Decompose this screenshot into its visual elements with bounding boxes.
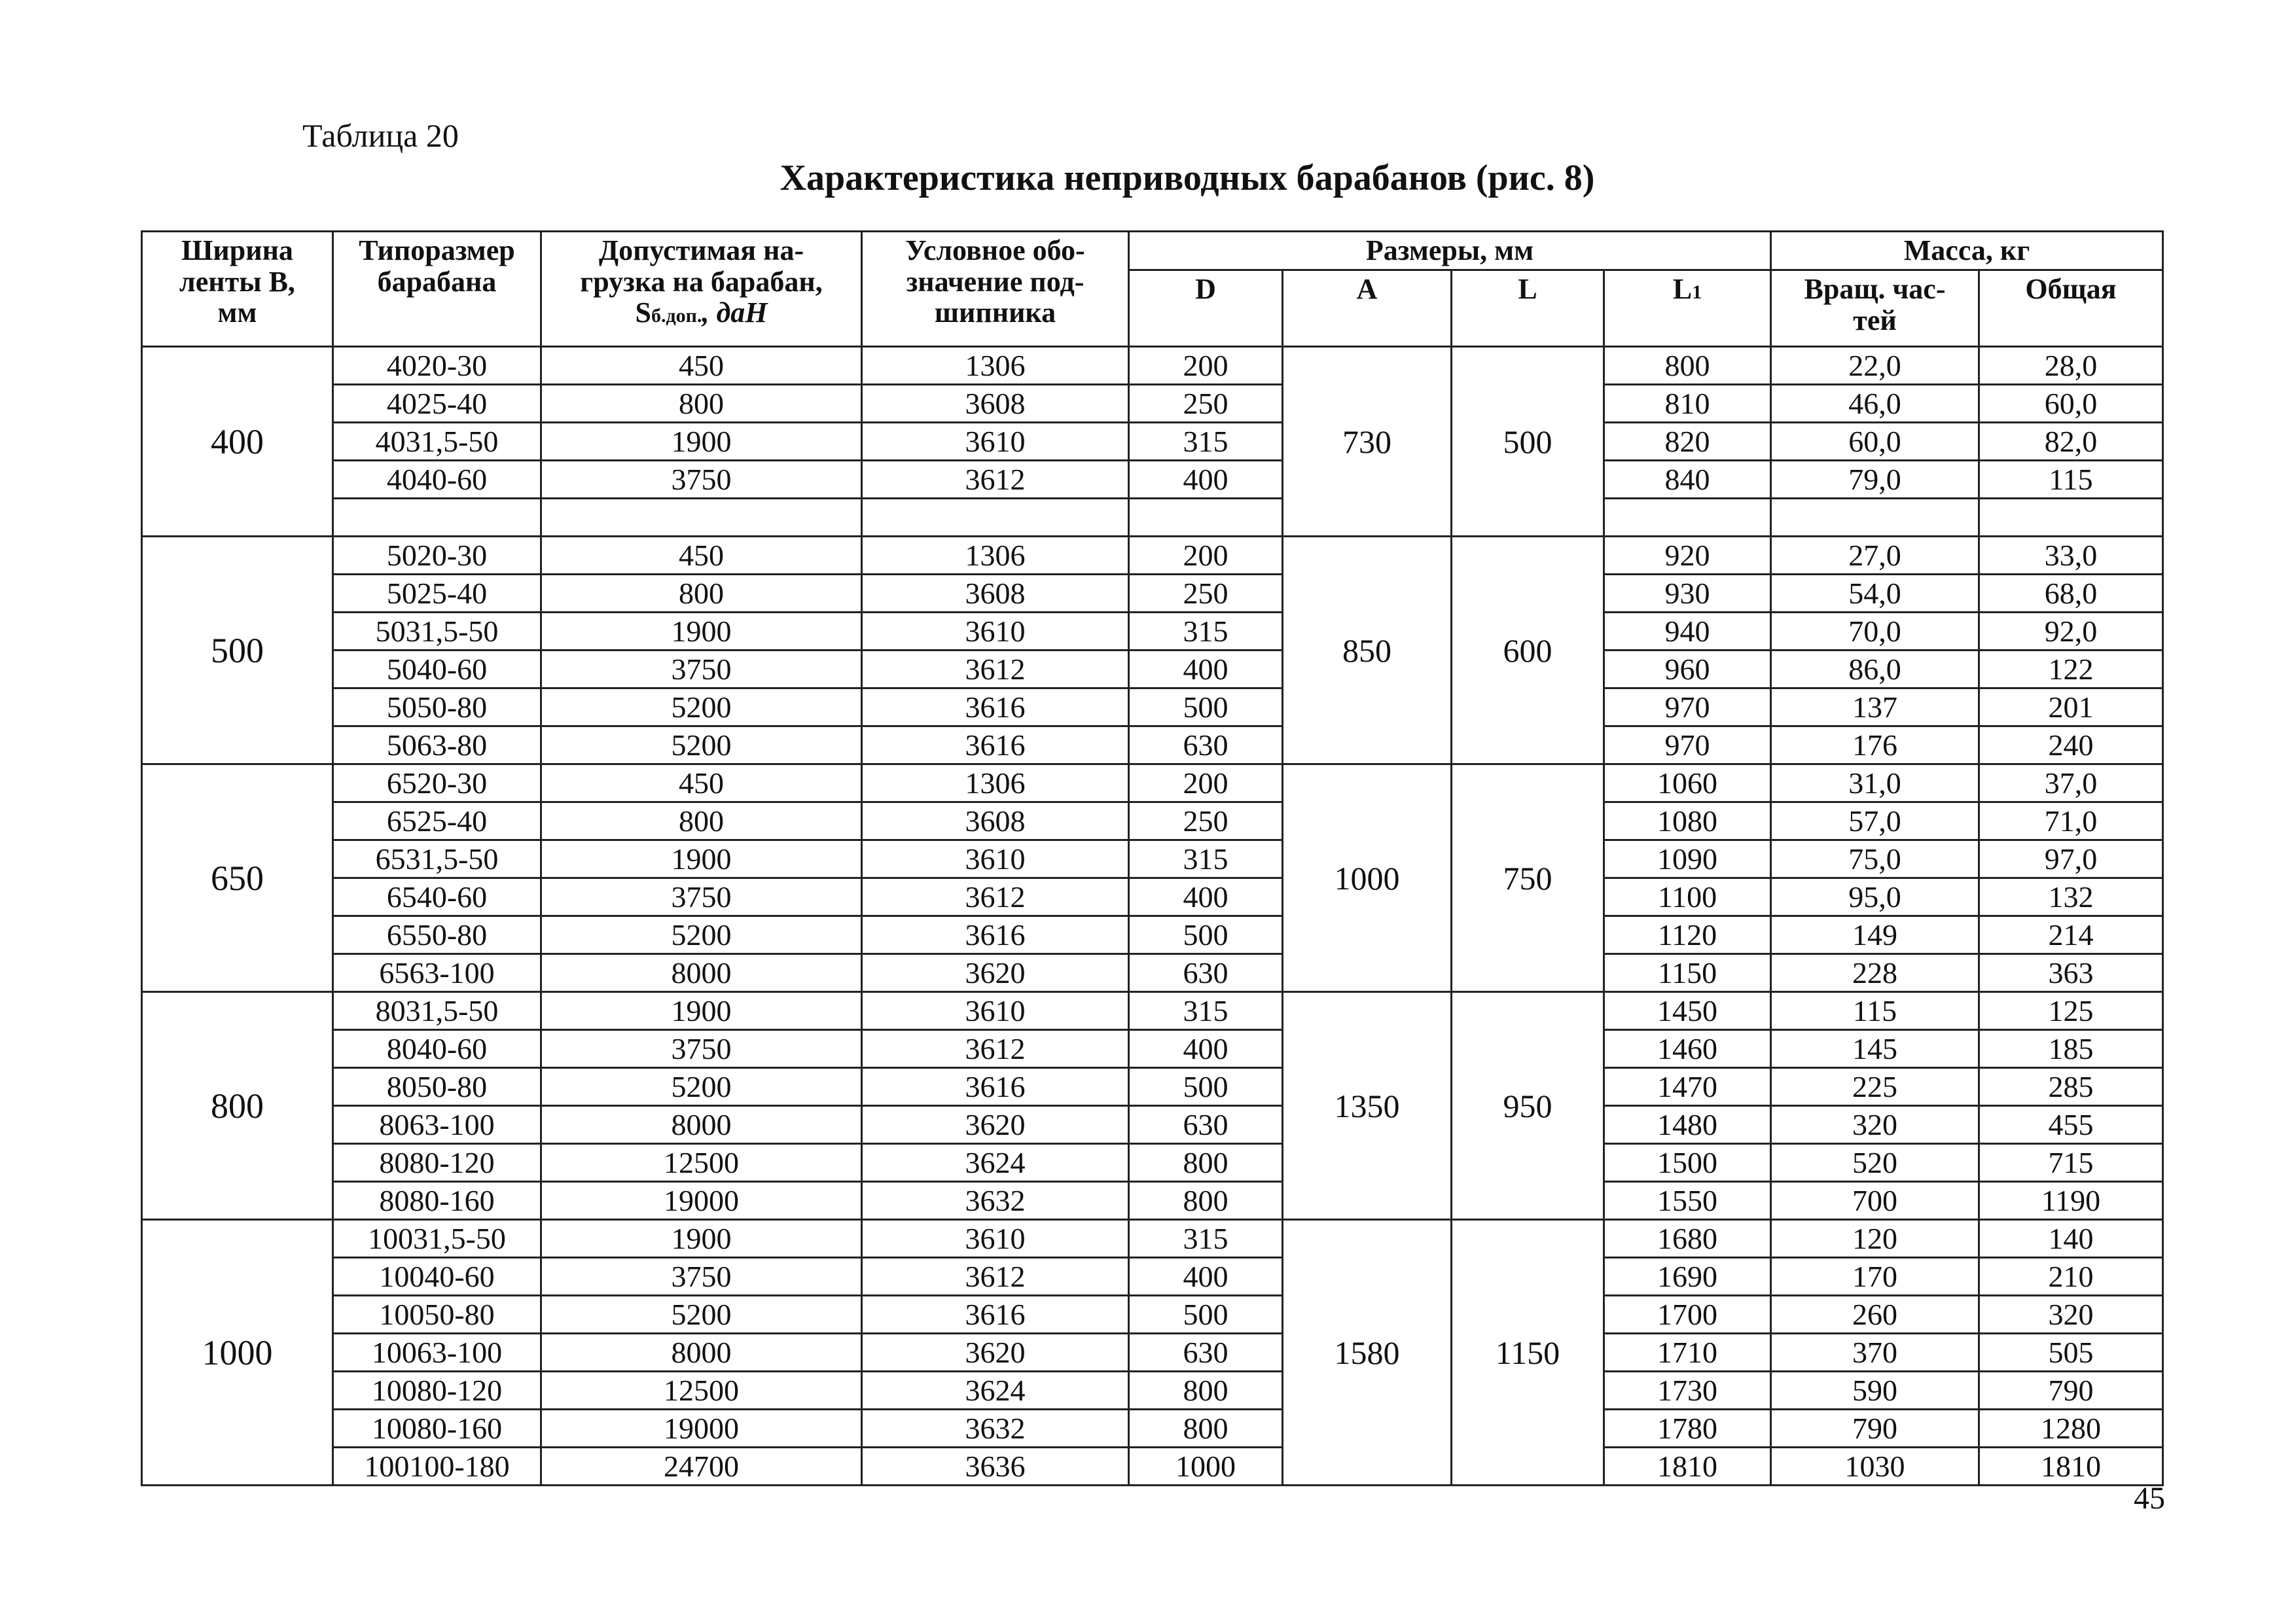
table-row (142, 423, 2163, 461)
drum-type-cell: 10080-120 (333, 1372, 541, 1410)
table-row (142, 1182, 2163, 1220)
rotating-mass-cell: 70,0 (1771, 613, 1979, 651)
drum-type-cell: 6563-100 (333, 954, 541, 992)
L1-cell: 1500 (1604, 1144, 1771, 1182)
load-cell: 5200 (541, 688, 862, 726)
D-cell: 1000 (1129, 1448, 1283, 1486)
load-cell: 800 (541, 385, 862, 423)
load-cell: 5200 (541, 1068, 862, 1106)
drum-type-cell: 10080-160 (333, 1410, 541, 1448)
total-mass-cell: 71,0 (1979, 802, 2163, 840)
drum-type-cell: 6550-80 (333, 916, 541, 954)
load-cell: 3750 (541, 461, 862, 499)
L1-cell: 1780 (1604, 1410, 1771, 1448)
L1-cell: 1060 (1604, 764, 1771, 802)
rotating-mass-cell: 149 (1771, 916, 1979, 954)
bearing-cell: 1306 (862, 347, 1129, 385)
load-cell: 1900 (541, 840, 862, 878)
D-cell: 250 (1129, 385, 1283, 423)
header-load: Допустимая на- грузка на барабан, Sб.доп., даН (541, 232, 862, 347)
L1-cell: 1090 (1604, 840, 1771, 878)
L-cell: 600 (1452, 537, 1604, 764)
load-cell: 3750 (541, 878, 862, 916)
total-mass-cell: 201 (1979, 688, 2163, 726)
bearing-cell: 3610 (862, 840, 1129, 878)
load-cell: 1900 (541, 992, 862, 1030)
bearing-cell: 3624 (862, 1144, 1129, 1182)
drum-type-cell: 5063-80 (333, 726, 541, 764)
A-cell: 1000 (1283, 764, 1452, 992)
drum-type-cell: 5031,5-50 (333, 613, 541, 651)
rotating-mass-cell: 79,0 (1771, 461, 1979, 499)
D-cell: 315 (1129, 613, 1283, 651)
L1-cell: 1550 (1604, 1182, 1771, 1220)
rotating-mass-cell: 170 (1771, 1258, 1979, 1296)
total-mass-cell: 1190 (1979, 1182, 2163, 1220)
drum-type-cell: 6540-60 (333, 878, 541, 916)
total-mass-cell: 82,0 (1979, 423, 2163, 461)
A-cell: 1350 (1283, 992, 1452, 1220)
belt-width-cell: 650 (142, 764, 333, 992)
header-dimensions: Размеры, мм (1129, 232, 1771, 270)
D-cell: 800 (1129, 1372, 1283, 1410)
bearing-cell: 3616 (862, 688, 1129, 726)
load-cell: 3750 (541, 1030, 862, 1068)
load-cell: 1900 (541, 613, 862, 651)
L1-cell: 840 (1604, 461, 1771, 499)
table-row (142, 1258, 2163, 1296)
table-row (142, 764, 2163, 802)
table-row (142, 1106, 2163, 1144)
rotating-mass-cell: 22,0 (1771, 347, 1979, 385)
table-row (142, 575, 2163, 613)
L-cell: 750 (1452, 764, 1604, 992)
drum-type-cell: 8063-100 (333, 1106, 541, 1144)
table-row (142, 1372, 2163, 1410)
D-cell: 800 (1129, 1410, 1283, 1448)
rotating-mass-cell: 145 (1771, 1030, 1979, 1068)
L1-cell: 930 (1604, 575, 1771, 613)
load-cell: 800 (541, 802, 862, 840)
rotating-mass-cell: 137 (1771, 688, 1979, 726)
total-mass-cell: 240 (1979, 726, 2163, 764)
rotating-mass-cell: 31,0 (1771, 764, 1979, 802)
bearing-cell: 3612 (862, 1258, 1129, 1296)
total-mass-cell: 125 (1979, 992, 2163, 1030)
bearing-cell: 3608 (862, 802, 1129, 840)
L1-cell: 1480 (1604, 1106, 1771, 1144)
D-cell: 200 (1129, 764, 1283, 802)
table-row (142, 1334, 2163, 1372)
drum-type-cell (333, 499, 541, 537)
table-row (142, 651, 2163, 688)
L1-cell: 810 (1604, 385, 1771, 423)
drum-type-cell: 8050-80 (333, 1068, 541, 1106)
header-A: A (1283, 270, 1452, 347)
drum-type-cell: 10050-80 (333, 1296, 541, 1334)
header-bearing: Условное обо- значение под- шипника (862, 232, 1129, 347)
total-mass-cell: 68,0 (1979, 575, 2163, 613)
table-row (142, 613, 2163, 651)
D-cell: 400 (1129, 1030, 1283, 1068)
drum-type-cell: 4025-40 (333, 385, 541, 423)
load-cell: 5200 (541, 1296, 862, 1334)
table-row (142, 1144, 2163, 1182)
load-cell: 1900 (541, 423, 862, 461)
table-row (142, 992, 2163, 1030)
D-cell: 400 (1129, 461, 1283, 499)
rotating-mass-cell: 520 (1771, 1144, 1979, 1182)
L1-cell: 940 (1604, 613, 1771, 651)
table-row (142, 726, 2163, 764)
rotating-mass-cell: 700 (1771, 1182, 1979, 1220)
A-cell: 1580 (1283, 1220, 1452, 1486)
drum-type-cell: 8080-160 (333, 1182, 541, 1220)
bearing-cell (862, 499, 1129, 537)
rotating-mass-cell: 176 (1771, 726, 1979, 764)
bearing-cell: 3612 (862, 878, 1129, 916)
L1-cell: 1710 (1604, 1334, 1771, 1372)
belt-width-cell: 500 (142, 537, 333, 764)
bearing-cell: 3616 (862, 1296, 1129, 1334)
total-mass-cell: 28,0 (1979, 347, 2163, 385)
table-row (142, 802, 2163, 840)
L1-cell: 1730 (1604, 1372, 1771, 1410)
load-cell: 5200 (541, 916, 862, 954)
load-cell: 1900 (541, 1220, 862, 1258)
load-cell: 8000 (541, 1106, 862, 1144)
L1-cell: 1120 (1604, 916, 1771, 954)
bearing-cell: 3620 (862, 1334, 1129, 1372)
rotating-mass-cell: 1030 (1771, 1448, 1979, 1486)
D-cell: 500 (1129, 1068, 1283, 1106)
rotating-mass-cell: 57,0 (1771, 802, 1979, 840)
A-cell: 730 (1283, 347, 1452, 537)
D-cell: 630 (1129, 954, 1283, 992)
drum-type-cell: 10063-100 (333, 1334, 541, 1372)
drum-type-cell: 8080-120 (333, 1144, 541, 1182)
rotating-mass-cell: 46,0 (1771, 385, 1979, 423)
total-mass-cell: 790 (1979, 1372, 2163, 1410)
L1-cell: 1470 (1604, 1068, 1771, 1106)
load-cell: 24700 (541, 1448, 862, 1486)
total-mass-cell: 210 (1979, 1258, 2163, 1296)
total-mass-cell: 505 (1979, 1334, 2163, 1372)
bearing-cell: 3636 (862, 1448, 1129, 1486)
table-row (142, 1220, 2163, 1258)
L1-cell: 1690 (1604, 1258, 1771, 1296)
drum-type-cell: 5040-60 (333, 651, 541, 688)
bearing-cell: 3610 (862, 423, 1129, 461)
total-mass-cell: 185 (1979, 1030, 2163, 1068)
D-cell: 250 (1129, 802, 1283, 840)
bearing-cell: 3610 (862, 992, 1129, 1030)
rotating-mass-cell: 228 (1771, 954, 1979, 992)
bearing-cell: 3612 (862, 461, 1129, 499)
total-mass-cell: 92,0 (1979, 613, 2163, 651)
rotating-mass-cell (1771, 499, 1979, 537)
bearing-cell: 3620 (862, 954, 1129, 992)
total-mass-cell: 115 (1979, 461, 2163, 499)
D-cell: 630 (1129, 1106, 1283, 1144)
L1-cell: 960 (1604, 651, 1771, 688)
header-drum-type: Типоразмер барабана (333, 232, 541, 347)
bearing-cell: 3624 (862, 1372, 1129, 1410)
L1-cell: 800 (1604, 347, 1771, 385)
D-cell: 200 (1129, 347, 1283, 385)
D-cell: 400 (1129, 651, 1283, 688)
bearing-cell: 3616 (862, 726, 1129, 764)
total-mass-cell: 122 (1979, 651, 2163, 688)
D-cell: 315 (1129, 840, 1283, 878)
drum-type-cell: 4031,5-50 (333, 423, 541, 461)
total-mass-cell: 214 (1979, 916, 2163, 954)
D-cell: 800 (1129, 1144, 1283, 1182)
bearing-cell: 3608 (862, 385, 1129, 423)
table-row (142, 1030, 2163, 1068)
load-cell: 3750 (541, 651, 862, 688)
table-row (142, 1296, 2163, 1334)
total-mass-cell: 715 (1979, 1144, 2163, 1182)
bearing-cell: 3632 (862, 1410, 1129, 1448)
L1-cell: 1100 (1604, 878, 1771, 916)
total-mass-cell: 37,0 (1979, 764, 2163, 802)
table-row (142, 916, 2163, 954)
table-row (142, 878, 2163, 916)
header-L: L (1452, 270, 1604, 347)
L1-cell: 1680 (1604, 1220, 1771, 1258)
load-cell: 12500 (541, 1372, 862, 1410)
bearing-cell: 3610 (862, 613, 1129, 651)
D-cell: 250 (1129, 575, 1283, 613)
total-mass-cell: 455 (1979, 1106, 2163, 1144)
bearing-cell: 1306 (862, 764, 1129, 802)
header-mass: Масса, кг (1771, 232, 2163, 270)
total-mass-cell: 1810 (1979, 1448, 2163, 1486)
table-row (142, 385, 2163, 423)
D-cell: 315 (1129, 992, 1283, 1030)
D-cell: 800 (1129, 1182, 1283, 1220)
total-mass-cell: 33,0 (1979, 537, 2163, 575)
L1-cell: 970 (1604, 688, 1771, 726)
bearing-cell: 3612 (862, 651, 1129, 688)
bearing-cell: 1306 (862, 537, 1129, 575)
belt-width-cell: 800 (142, 992, 333, 1220)
table-row (142, 1448, 2163, 1486)
header-total-mass: Общая (1979, 270, 2163, 347)
rotating-mass-cell: 115 (1771, 992, 1979, 1030)
load-cell: 12500 (541, 1144, 862, 1182)
load-cell: 450 (541, 764, 862, 802)
table-row (142, 537, 2163, 575)
rotating-mass-cell: 27,0 (1771, 537, 1979, 575)
table-row (142, 688, 2163, 726)
rotating-mass-cell: 95,0 (1771, 878, 1979, 916)
drum-type-cell: 8031,5-50 (333, 992, 541, 1030)
rotating-mass-cell: 790 (1771, 1410, 1979, 1448)
rotating-mass-cell: 260 (1771, 1296, 1979, 1334)
drum-type-cell: 4020-30 (333, 347, 541, 385)
belt-width-cell: 1000 (142, 1220, 333, 1486)
total-mass-cell: 60,0 (1979, 385, 2163, 423)
table-body (142, 347, 2163, 1486)
bearing-cell: 3632 (862, 1182, 1129, 1220)
L1-cell: 1450 (1604, 992, 1771, 1030)
total-mass-cell: 97,0 (1979, 840, 2163, 878)
D-cell: 500 (1129, 1296, 1283, 1334)
load-cell: 8000 (541, 954, 862, 992)
bearing-cell: 3608 (862, 575, 1129, 613)
rotating-mass-cell: 54,0 (1771, 575, 1979, 613)
total-mass-cell: 285 (1979, 1068, 2163, 1106)
header-D: D (1129, 270, 1283, 347)
load-cell: 450 (541, 537, 862, 575)
drum-type-cell: 6525-40 (333, 802, 541, 840)
A-cell: 850 (1283, 537, 1452, 764)
table-row (142, 461, 2163, 499)
table-row (142, 954, 2163, 992)
L-cell: 950 (1452, 992, 1604, 1220)
load-cell (541, 499, 862, 537)
L-cell: 500 (1452, 347, 1604, 537)
D-cell: 500 (1129, 688, 1283, 726)
D-cell (1129, 499, 1283, 537)
total-mass-cell: 140 (1979, 1220, 2163, 1258)
L1-cell: 920 (1604, 537, 1771, 575)
page-number: 45 (2134, 1481, 2165, 1516)
bearing-cell: 3616 (862, 1068, 1129, 1106)
L1-cell: 1460 (1604, 1030, 1771, 1068)
L1-cell: 1150 (1604, 954, 1771, 992)
drum-type-cell: 4040-60 (333, 461, 541, 499)
drum-type-cell: 100100-180 (333, 1448, 541, 1486)
header-L1: L1 (1604, 270, 1771, 347)
table-row (142, 1068, 2163, 1106)
total-mass-cell: 132 (1979, 878, 2163, 916)
drum-type-cell: 6531,5-50 (333, 840, 541, 878)
bearing-cell: 3612 (862, 1030, 1129, 1068)
L1-cell: 1700 (1604, 1296, 1771, 1334)
total-mass-cell: 320 (1979, 1296, 2163, 1334)
D-cell: 500 (1129, 916, 1283, 954)
D-cell: 315 (1129, 423, 1283, 461)
D-cell: 200 (1129, 537, 1283, 575)
rotating-mass-cell: 590 (1771, 1372, 1979, 1410)
table-row (142, 840, 2163, 878)
D-cell: 400 (1129, 1258, 1283, 1296)
rotating-mass-cell: 225 (1771, 1068, 1979, 1106)
bearing-cell: 3610 (862, 1220, 1129, 1258)
bearing-cell: 3620 (862, 1106, 1129, 1144)
drum-type-cell: 10031,5-50 (333, 1220, 541, 1258)
total-mass-cell: 363 (1979, 954, 2163, 992)
belt-width-cell: 400 (142, 347, 333, 537)
L1-cell (1604, 499, 1771, 537)
table-row (142, 499, 2163, 537)
drum-type-cell: 5050-80 (333, 688, 541, 726)
total-mass-cell: 1280 (1979, 1410, 2163, 1448)
table-title: Характеристика неприводных барабанов (рис. 8) (780, 158, 1595, 198)
L1-cell: 970 (1604, 726, 1771, 764)
load-cell: 19000 (541, 1410, 862, 1448)
total-mass-cell (1979, 499, 2163, 537)
D-cell: 630 (1129, 726, 1283, 764)
load-cell: 3750 (541, 1258, 862, 1296)
rotating-mass-cell: 75,0 (1771, 840, 1979, 878)
rotating-mass-cell: 320 (1771, 1106, 1979, 1144)
rotating-mass-cell: 370 (1771, 1334, 1979, 1372)
drum-type-cell: 5020-30 (333, 537, 541, 575)
L1-cell: 1080 (1604, 802, 1771, 840)
rotating-mass-cell: 60,0 (1771, 423, 1979, 461)
D-cell: 630 (1129, 1334, 1283, 1372)
table-row (142, 347, 2163, 385)
L-cell: 1150 (1452, 1220, 1604, 1486)
bearing-cell: 3616 (862, 916, 1129, 954)
load-cell: 5200 (541, 726, 862, 764)
load-cell: 450 (541, 347, 862, 385)
D-cell: 400 (1129, 878, 1283, 916)
L1-cell: 1810 (1604, 1448, 1771, 1486)
table-label: Таблица 20 (302, 117, 459, 154)
D-cell: 315 (1129, 1220, 1283, 1258)
rotating-mass-cell: 120 (1771, 1220, 1979, 1258)
load-cell: 19000 (541, 1182, 862, 1220)
drum-spec-table (141, 230, 2164, 1486)
table-row (142, 1410, 2163, 1448)
drum-type-cell: 10040-60 (333, 1258, 541, 1296)
drum-type-cell: 8040-60 (333, 1030, 541, 1068)
drum-type-cell: 5025-40 (333, 575, 541, 613)
load-cell: 800 (541, 575, 862, 613)
header-belt-width: Ширина ленты В, мм (142, 232, 333, 347)
header-rotating-mass: Вращ. час- тей (1771, 270, 1979, 347)
L1-cell: 820 (1604, 423, 1771, 461)
load-cell: 8000 (541, 1334, 862, 1372)
rotating-mass-cell: 86,0 (1771, 651, 1979, 688)
drum-type-cell: 6520-30 (333, 764, 541, 802)
